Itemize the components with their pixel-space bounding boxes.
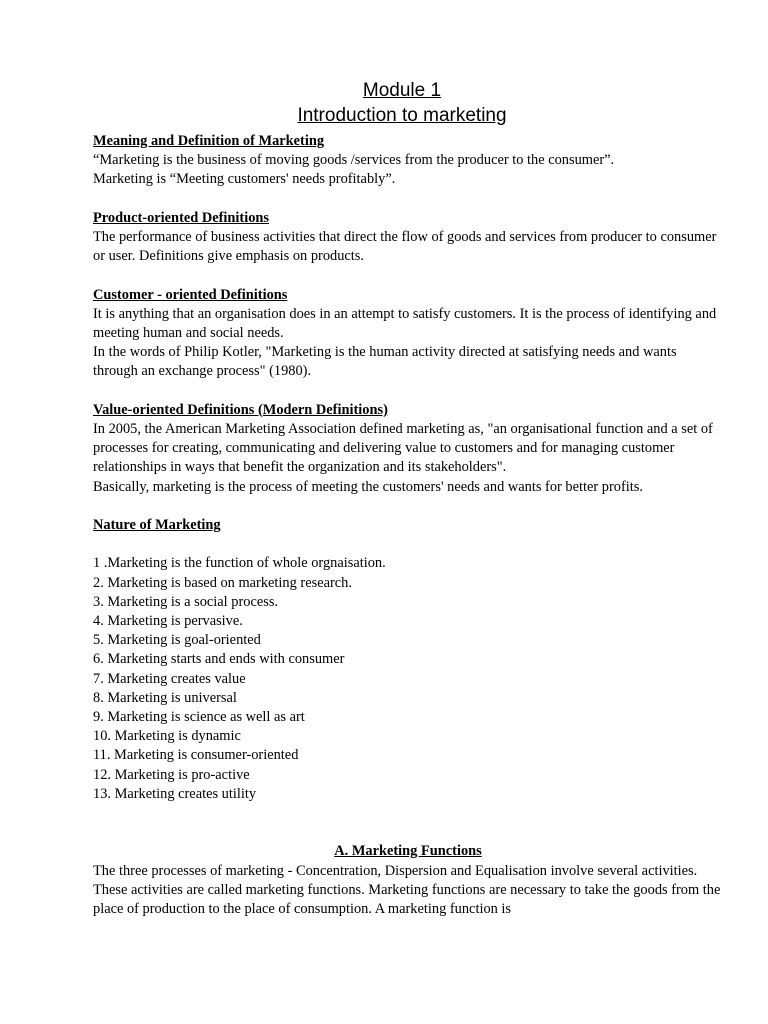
list-item: 11. Marketing is consumer-oriented xyxy=(93,747,299,764)
paragraph: “Marketing is the business of moving goods /services from the producer to the consumer”. xyxy=(93,152,615,169)
section-heading: Meaning and Definition of Marketing xyxy=(93,133,325,149)
list-item: 3. Marketing is a social process. xyxy=(93,593,279,610)
section-heading: Customer - oriented Definitions xyxy=(93,286,288,303)
spacer xyxy=(93,535,723,554)
section-customer xyxy=(93,286,723,382)
list-item: 8. Marketing is universal xyxy=(93,689,237,706)
paragraph: Marketing is “Meeting customers' needs profitably”. xyxy=(93,171,396,188)
nature-list xyxy=(93,554,723,804)
list-item: 10. Marketing is dynamic xyxy=(93,728,241,745)
chapter-title: Introduction to marketing xyxy=(297,105,507,126)
section-heading: Product-oriented Definitions xyxy=(93,209,270,226)
list-item: 9. Marketing is science as well as art xyxy=(93,709,305,726)
spacer xyxy=(93,382,723,401)
document-page xyxy=(93,78,723,919)
spacer xyxy=(93,804,723,823)
list-item: 12. Marketing is pro-active xyxy=(93,766,250,783)
paragraph: In 2005, the American Marketing Association defined marketing as, "an organisational function and a set of processes for creating, communicating and delivering value to customers and for managing customer relationships in ways that benefit the organization and its stakeholders". xyxy=(93,421,713,476)
paragraph: The three processes of marketing - Concentration, Dispersion and Equalisation involve several activities. These activities are called marketing functions. Marketing functions are necessary to take the goods from the place of production to the place of consumption. A marketing function is xyxy=(93,862,721,918)
section-functions xyxy=(93,842,723,919)
spacer xyxy=(93,497,723,516)
document-title xyxy=(93,78,723,128)
list-item: 5. Marketing is goal-oriented xyxy=(93,632,261,649)
section-meaning xyxy=(93,132,723,190)
list-item: 2. Marketing is based on marketing research. xyxy=(93,574,352,591)
section-heading: Value-oriented Definitions (Modern Definitions) xyxy=(93,401,388,418)
list-item: 7. Marketing creates value xyxy=(93,670,246,687)
section-heading: Nature of Marketing xyxy=(93,517,221,533)
list-item: 4. Marketing is pervasive. xyxy=(93,613,243,629)
section-heading: A. Marketing Functions xyxy=(334,843,482,860)
list-item: 1 .Marketing is the function of whole orgnaisation. xyxy=(93,555,386,572)
spacer xyxy=(93,190,723,209)
paragraph: The performance of business activities that direct the flow of goods and services from producer to consumer or user. Definitions give emphasis on products. xyxy=(93,229,717,265)
section-product xyxy=(93,209,723,267)
list-item: 6. Marketing starts and ends with consumer xyxy=(93,651,345,668)
spacer xyxy=(93,266,723,285)
section-value xyxy=(93,401,723,497)
section-nature xyxy=(93,516,723,804)
spacer xyxy=(93,823,723,842)
paragraph: In the words of Philip Kotler, "Marketing is the human activity directed at satisfying needs and wants through an exchange process" (1980). xyxy=(93,344,677,380)
module-title: Module 1 xyxy=(362,80,442,101)
paragraph: Basically, marketing is the process of meeting the customers' needs and wants for better profits. xyxy=(93,478,643,495)
paragraph: It is anything that an organisation does in an attempt to satisfy customers. It is the process of identifying and meeting human and social needs. xyxy=(93,305,717,341)
list-item: 13. Marketing creates utility xyxy=(93,785,257,802)
